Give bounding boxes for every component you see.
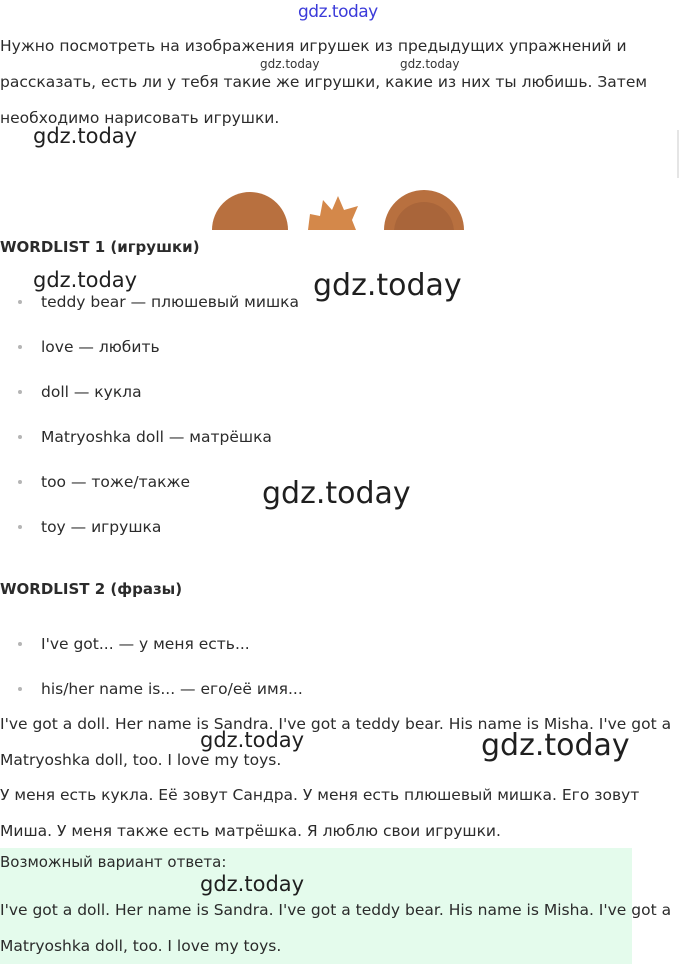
intro-paragraph: Нужно посмотреть на изображения игрушек из предыдущих упражнений и рассказать, есть ли у тебя такие же игрушки, какие из них ты любишь. Затем необходимо нарисовать игрушки. [0,37,648,127]
list-item: too — тоже/также [0,468,299,513]
watermark-intro: gdz.today [33,124,138,148]
watermark-answer: gdz.today [200,872,305,896]
watermark-list-big: gdz.today [313,268,462,303]
list-item: his/her name is... — его/её имя... [0,675,303,720]
answer-label: Возможный вариант ответа: [0,853,227,871]
watermark-text-big: gdz.today [481,728,630,763]
watermark-list-mid: gdz.today [262,476,411,511]
answer-box [0,848,672,964]
wordlist1-list [0,288,299,558]
list-item: doll — кукла [0,378,299,423]
russian-text: У меня есть кукла. Её зовут Сандра. У меня есть плюшевый мишка. Его зовут Миша. У меня также есть матрёшка. Я люблю свои игрушки. [0,786,640,840]
list-item: I've got... — у меня есть... [0,630,303,675]
english-text: I've got a doll. Her name is Sandra. I've got a teddy bear. His name is Misha. I've got a Matryoshka doll, too. I love my toys. [0,715,672,769]
watermark-text-small: gdz.today [200,728,305,752]
list-item: love — любить [0,333,299,378]
watermark-small: gdz.today [400,57,460,71]
toys-illustration-graphic [200,186,480,230]
wordlist1-heading: WORDLIST 1 (игрушки) [0,238,200,256]
divider [677,130,679,178]
watermark-list: gdz.today [33,268,138,292]
list-item: Matryoshka doll — матрёшка [0,423,299,468]
answer-text: I've got a doll. Her name is Sandra. I've got a teddy bear. His name is Misha. I've got a Matryoshka doll, too. I love my toys. [0,901,672,955]
watermark-small: gdz.today [260,57,320,71]
toys-illustration [200,186,480,230]
watermark-top: gdz.today [298,2,378,22]
list-item: teddy bear — плюшевый мишка [0,288,299,333]
list-item: toy — игрушка [0,513,299,558]
wordlist2-heading: WORDLIST 2 (фразы) [0,580,183,598]
